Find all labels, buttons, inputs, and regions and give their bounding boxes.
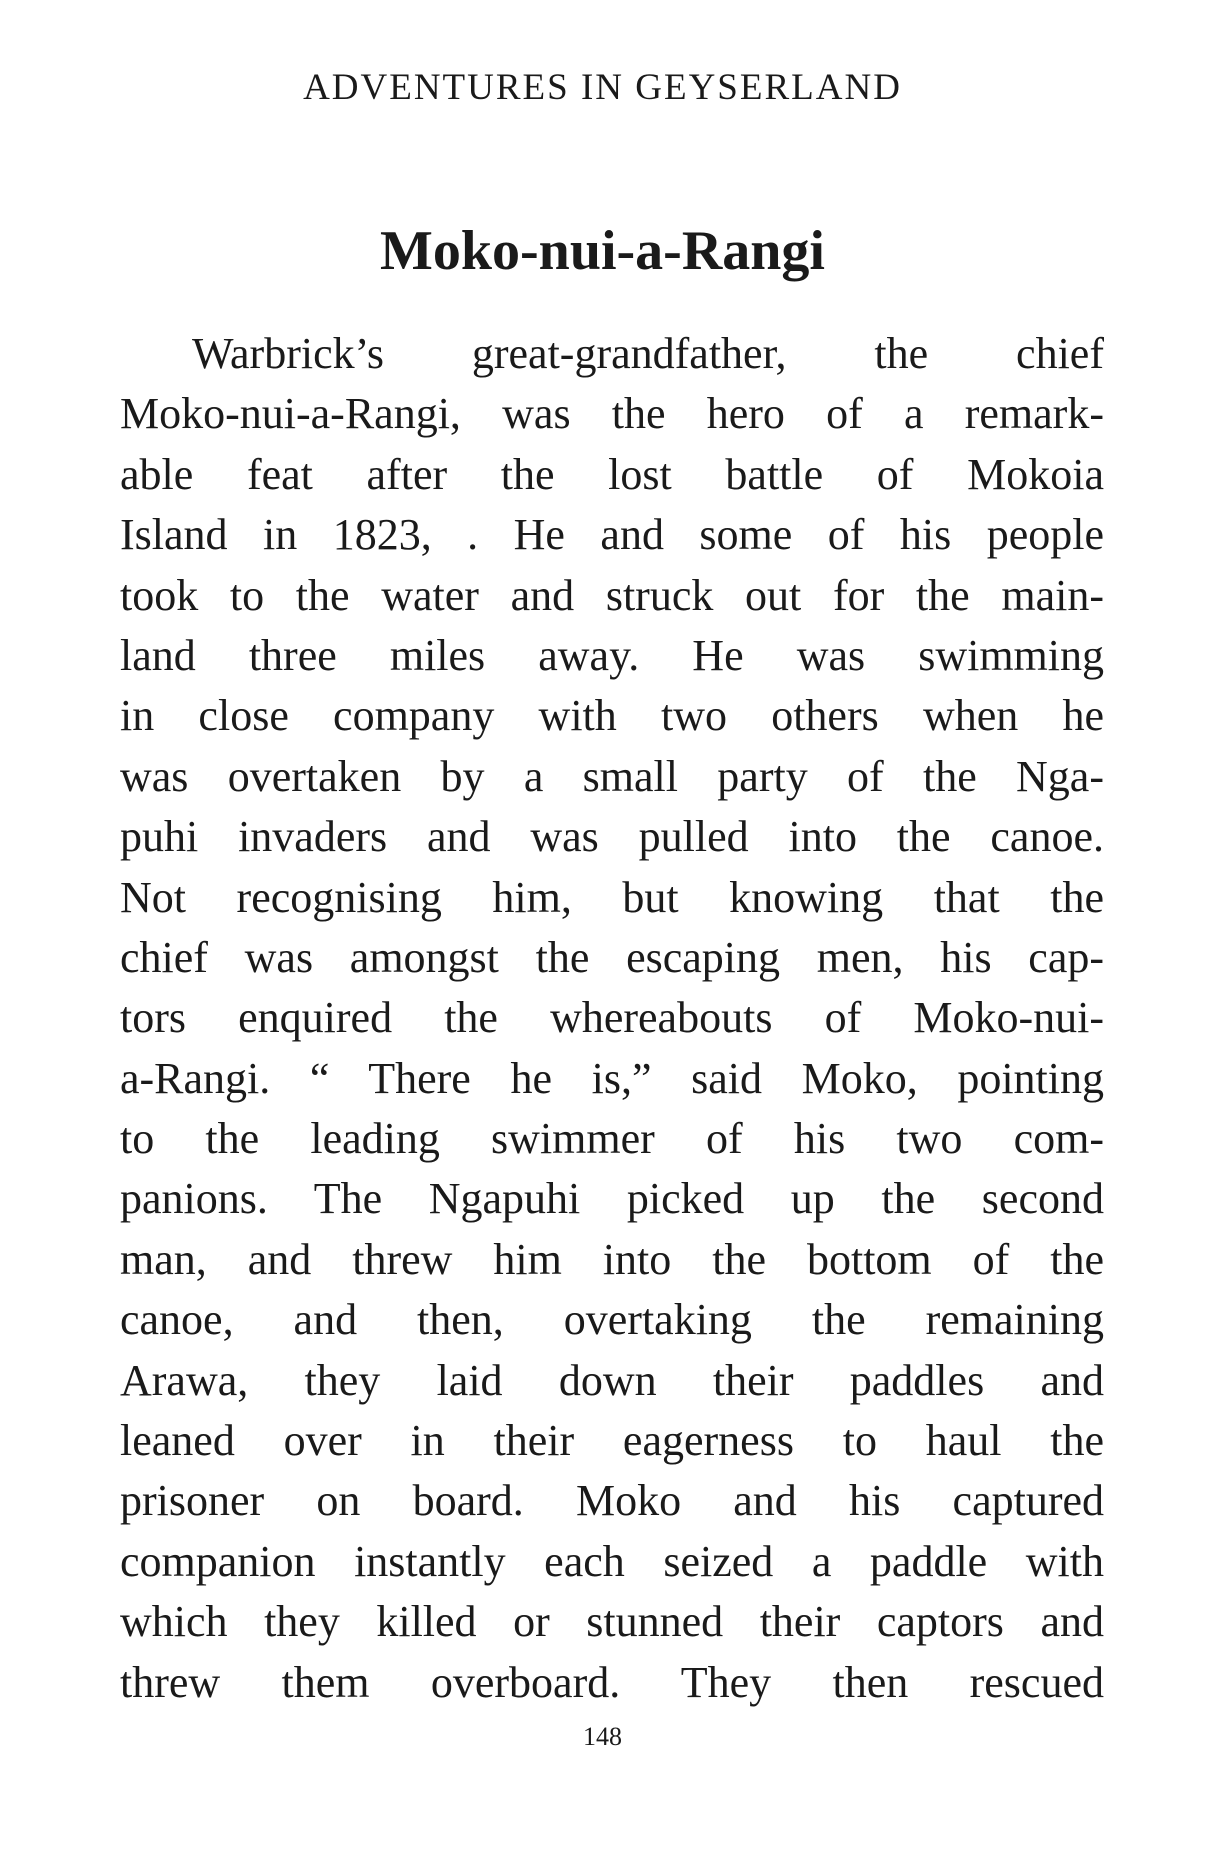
text-line: Warbrick’s great-grandfather, the chief (192, 329, 1104, 378)
text-line: Not recognising him, but knowing that the (120, 872, 1104, 922)
text-line: land three miles away. He was swimming (120, 630, 1104, 680)
chapter-title: Moko-nui-a-Rangi (380, 220, 825, 282)
page-number: 148 (583, 1722, 622, 1751)
running-head: ADVENTURES IN GEYSERLAND (303, 67, 902, 108)
body-paragraph (120, 324, 1104, 1713)
text-line: tors enquired the whereabouts of Moko-nui- (120, 993, 1104, 1043)
text-line: Arawa, they laid down their paddles and (120, 1355, 1104, 1405)
text-line: threw them overboard. They then rescued (120, 1657, 1104, 1707)
text-line: to the leading swimmer of his two com- (120, 1114, 1104, 1164)
text-line: man, and threw him into the bottom of the (120, 1234, 1104, 1284)
text-line: canoe, and then, overtaking the remaining (120, 1295, 1104, 1345)
text-line: took to the water and struck out for the main- (120, 570, 1104, 620)
text-line: Moko-nui-a-Rangi, was the hero of a remark- (120, 389, 1104, 439)
text-line: a-Rangi. “ There he is,” said Moko, pointing (120, 1053, 1104, 1103)
text-line: Island in 1823, . He and some of his people (120, 510, 1104, 560)
text-line: chief was amongst the escaping men, his cap- (120, 932, 1104, 982)
text-line: in close company with two others when he (120, 691, 1104, 741)
text-line: panions. The Ngapuhi picked up the second (120, 1174, 1104, 1224)
text-line: was overtaken by a small party of the Nga- (120, 751, 1104, 801)
text-line: able feat after the lost battle of Mokoia (120, 449, 1104, 499)
text-line: companion instantly each seized a paddle with (120, 1536, 1104, 1586)
text-line: leaned over in their eagerness to haul the (120, 1416, 1104, 1466)
text-line: prisoner on board. Moko and his captured (120, 1476, 1104, 1526)
text-line: puhi invaders and was pulled into the canoe. (120, 812, 1104, 862)
text-line: which they killed or stunned their captors and (120, 1597, 1104, 1647)
